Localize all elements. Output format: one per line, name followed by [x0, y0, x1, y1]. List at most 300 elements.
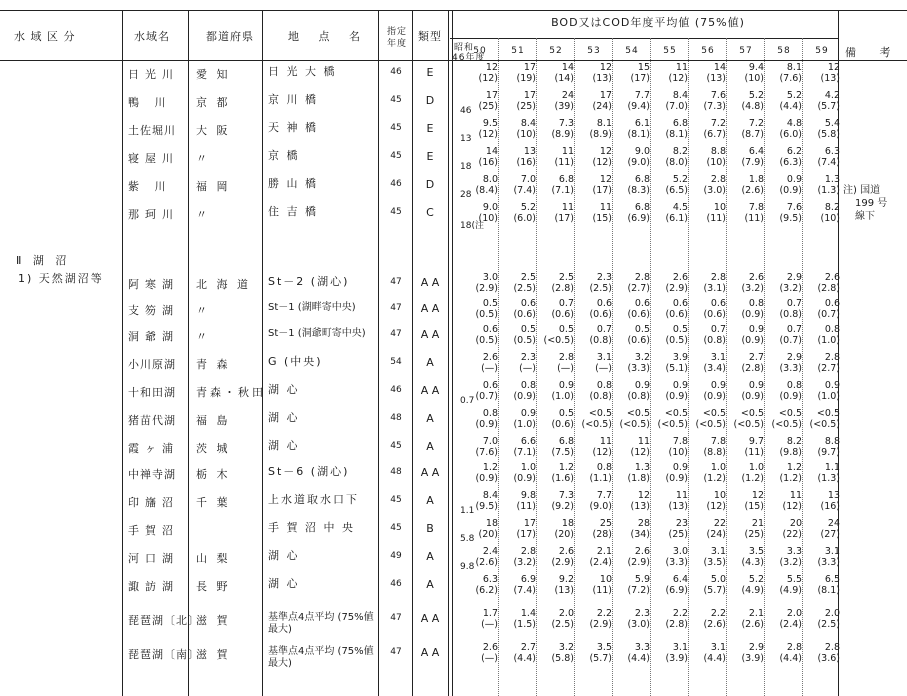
percentile-75: (10) [820, 213, 840, 224]
annual-mean: 0.9 [786, 174, 802, 185]
percentile-75: (0.5) [513, 335, 536, 346]
river-name: 寝屋川 [128, 152, 179, 165]
annual-mean: 3.0 [672, 546, 688, 557]
lake-value-52 [534, 462, 574, 484]
lake-showa46: 1.1 [460, 506, 475, 516]
header-year-57: 57 [739, 46, 753, 56]
lake-value-53 [572, 518, 612, 540]
annual-mean: 0.9 [748, 380, 764, 391]
annual-mean: 2.0 [824, 608, 840, 619]
percentile-75: (17) [554, 213, 574, 224]
percentile-75: (<0.5) [657, 419, 688, 430]
annual-mean: 2.3 [520, 352, 536, 363]
percentile-75: (0.7) [475, 391, 498, 402]
header-area: 水 域 区 分 [14, 30, 76, 43]
percentile-75: (2.6) [741, 185, 764, 196]
lake-name: 洞爺湖 [128, 330, 179, 343]
river-value-57 [724, 202, 764, 224]
percentile-75: (10) [478, 213, 498, 224]
percentile-75: (10) [668, 447, 688, 458]
percentile-75: (<0.5) [695, 419, 726, 430]
river-type: E [426, 122, 434, 135]
annual-mean: 2.1 [596, 546, 612, 557]
lake-point: 湖 心 [268, 439, 300, 452]
annual-mean: 0.8 [596, 380, 612, 391]
lake-point: G (中央) [268, 355, 323, 368]
annual-mean: 9.2 [558, 574, 574, 585]
annual-mean: 6.8 [634, 174, 650, 185]
header-year-59: 59 [815, 46, 829, 56]
lake-designation-year: 48 [390, 467, 402, 477]
header-designation-year-1: 指定 [386, 27, 407, 37]
percentile-75: (0.9) [741, 391, 764, 402]
river-value-52 [534, 118, 574, 140]
lake-value-57 [724, 490, 764, 512]
river-type: E [426, 66, 434, 79]
header-prefecture: 都道府県 [206, 30, 254, 43]
annual-mean: 2.3 [634, 608, 650, 619]
percentile-75: (7.2) [627, 585, 650, 596]
percentile-75: (0.9) [513, 391, 536, 402]
lake-value-56 [686, 298, 726, 320]
percentile-75: (0.9) [665, 391, 688, 402]
annual-mean: 21 [751, 518, 764, 529]
percentile-75: (0.6) [627, 335, 650, 346]
annual-mean: 6.5 [824, 574, 840, 585]
percentile-75: (3.2) [741, 283, 764, 294]
annual-mean: 2.6 [748, 272, 764, 283]
lake-value-57 [724, 352, 764, 374]
lake-value-54 [610, 490, 650, 512]
annual-mean: 2.9 [786, 352, 802, 363]
river-showa46: 28 [460, 190, 472, 200]
annual-mean: 8.8 [710, 146, 726, 157]
lake-value-55 [648, 546, 688, 568]
annual-mean: 6.8 [672, 118, 688, 129]
percentile-75: (—) [519, 363, 536, 374]
lake-value-55 [648, 642, 688, 664]
river-value-54 [610, 202, 650, 224]
annual-mean: 17 [485, 90, 498, 101]
annual-mean: 8.2 [824, 202, 840, 213]
annual-mean: 14 [485, 146, 498, 157]
lake-type: A [426, 578, 434, 591]
river-value-55 [648, 118, 688, 140]
lake-value-59 [800, 408, 840, 430]
lake-designation-year: 47 [390, 277, 402, 287]
river-point: 京 橋 [268, 149, 300, 162]
annual-mean: 2.6 [482, 642, 498, 653]
annual-mean: 12 [637, 490, 650, 501]
lake-value-55 [648, 518, 688, 540]
annual-mean: 17 [523, 62, 536, 73]
annual-mean: 1.1 [824, 462, 840, 473]
annual-mean: 28 [637, 518, 650, 529]
percentile-75: (6.3) [779, 157, 802, 168]
lake-value-55 [648, 352, 688, 374]
percentile-75: (0.9) [475, 473, 498, 484]
percentile-75: (0.6) [551, 309, 574, 320]
percentile-75: (22) [782, 529, 802, 540]
river-designation-year: 46 [390, 67, 402, 77]
annual-mean: 0.5 [672, 324, 688, 335]
annual-mean: 9.8 [520, 490, 536, 501]
river-value-53 [572, 174, 612, 196]
annual-mean: 0.5 [558, 324, 574, 335]
annual-mean: 2.6 [672, 272, 688, 283]
lake-value-54 [610, 436, 650, 458]
lake-name: 中禅寺湖 [128, 468, 176, 481]
percentile-75: (25) [668, 529, 688, 540]
lake-prefecture: 福 島 [196, 414, 231, 427]
percentile-75: (2.9) [665, 283, 688, 294]
lake-showa46: 0.7 [460, 396, 475, 406]
percentile-75: (3.4) [703, 363, 726, 374]
annual-mean: 3.2 [558, 642, 574, 653]
annual-mean: 2.1 [748, 608, 764, 619]
river-value-51 [496, 174, 536, 196]
river-value-59 [800, 174, 840, 196]
percentile-75: (4.3) [741, 557, 764, 568]
percentile-75: (<0.5) [809, 419, 840, 430]
lake-value-51 [496, 380, 536, 402]
percentile-75: (3.6) [817, 653, 840, 664]
lake-value-50 [458, 352, 498, 374]
percentile-75: (12) [592, 157, 612, 168]
lake-value-53 [572, 408, 612, 430]
river-designation-year: 45 [390, 151, 402, 161]
percentile-75: (16) [516, 157, 536, 168]
lake-value-56 [686, 546, 726, 568]
percentile-75: (17) [516, 529, 536, 540]
lake-value-53 [572, 462, 612, 484]
river-value-54 [610, 118, 650, 140]
percentile-75: (9.4) [627, 101, 650, 112]
lake-type: A [426, 412, 434, 425]
annual-mean: 2.8 [786, 642, 802, 653]
river-type: E [426, 150, 434, 163]
river-value-53 [572, 118, 612, 140]
annual-mean: 0.5 [520, 324, 536, 335]
annual-mean: 5.2 [748, 574, 764, 585]
annual-mean: <0.5 [588, 408, 612, 419]
annual-mean: 2.2 [710, 608, 726, 619]
header-designation-year-2: 年度 [386, 39, 407, 49]
river-value-52 [534, 90, 574, 112]
lake-prefecture: 滋 賀 [196, 614, 231, 627]
percentile-75: (20) [478, 529, 498, 540]
lake-value-50 [458, 608, 498, 630]
annual-mean: 0.5 [634, 324, 650, 335]
lake-point: 湖 心 [268, 549, 300, 562]
percentile-75: (0.6) [703, 309, 726, 320]
lake-type: A A [420, 276, 440, 289]
lake-value-57 [724, 518, 764, 540]
annual-mean: 6.4 [748, 146, 764, 157]
river-value-52 [534, 146, 574, 168]
annual-mean: 18 [561, 518, 574, 529]
percentile-75: (3.0) [703, 185, 726, 196]
annual-mean: 1.3 [824, 174, 840, 185]
percentile-75: (7.9) [741, 157, 764, 168]
percentile-75: (7.1) [513, 447, 536, 458]
river-value-56 [686, 90, 726, 112]
lake-designation-year: 47 [390, 303, 402, 313]
annual-mean: 0.8 [748, 298, 764, 309]
percentile-75: (8.1) [665, 129, 688, 140]
lake-value-51 [496, 324, 536, 346]
river-designation-year: 46 [390, 179, 402, 189]
percentile-75: (10) [744, 73, 764, 84]
lake-value-51 [496, 462, 536, 484]
lake-type: A [426, 550, 434, 563]
percentile-75: (4.4) [779, 101, 802, 112]
lake-value-59 [800, 642, 840, 664]
lake-prefecture: 北 海 道 [196, 278, 251, 291]
annual-mean: 0.6 [482, 324, 498, 335]
lake-name: 琵琶湖〔北〕 [128, 614, 200, 627]
header-bod-title: BOD又はCOD年度平均値 (75%値) [551, 16, 745, 29]
annual-mean: 14 [561, 62, 574, 73]
percentile-75: (7.3) [703, 101, 726, 112]
percentile-75: (10) [516, 129, 536, 140]
lake-value-56 [686, 436, 726, 458]
percentile-75: (—) [481, 619, 498, 630]
annual-mean: 17 [599, 90, 612, 101]
lake-value-58 [762, 298, 802, 320]
river-value-59 [800, 90, 840, 112]
lake-value-57 [724, 380, 764, 402]
lake-value-50 [458, 546, 498, 568]
annual-mean: 6.2 [786, 146, 802, 157]
percentile-75: (13) [668, 501, 688, 512]
percentile-75: (0.8) [589, 391, 612, 402]
lake-value-53 [572, 574, 612, 596]
lake-value-56 [686, 380, 726, 402]
annual-mean: 2.4 [482, 546, 498, 557]
percentile-75: (3.3) [665, 557, 688, 568]
river-value-56 [686, 174, 726, 196]
percentile-75: (0.6) [627, 309, 650, 320]
annual-mean: 0.6 [710, 298, 726, 309]
percentile-75: (1.5) [513, 619, 536, 630]
percentile-75: (12) [478, 129, 498, 140]
river-value-58 [762, 174, 802, 196]
percentile-75: (3.2) [779, 283, 802, 294]
percentile-75: (9.0) [589, 501, 612, 512]
annual-mean: <0.5 [664, 408, 688, 419]
percentile-75: (13) [592, 73, 612, 84]
percentile-75: (5.7) [703, 585, 726, 596]
annual-mean: 0.6 [672, 298, 688, 309]
percentile-75: (3.5) [703, 557, 726, 568]
percentile-75: (14) [554, 73, 574, 84]
river-value-53 [572, 202, 612, 224]
percentile-75: (2.9) [589, 619, 612, 630]
percentile-75: (<0.5) [733, 419, 764, 430]
lake-value-57 [724, 546, 764, 568]
annual-mean: 0.9 [748, 324, 764, 335]
annual-mean: 0.8 [824, 324, 840, 335]
percentile-75: (0.9) [779, 391, 802, 402]
river-value-53 [572, 90, 612, 112]
lake-value-58 [762, 490, 802, 512]
lake-value-51 [496, 436, 536, 458]
river-value-52 [534, 62, 574, 84]
lake-value-59 [800, 298, 840, 320]
lake-value-53 [572, 608, 612, 630]
lake-value-59 [800, 574, 840, 596]
percentile-75: (1.0) [551, 391, 574, 402]
river-point: 勝 山 橋 [268, 177, 318, 190]
annual-mean: <0.5 [778, 408, 802, 419]
lake-value-51 [496, 574, 536, 596]
river-value-55 [648, 90, 688, 112]
header-year-51: 51 [511, 46, 525, 56]
percentile-75: (0.6) [665, 309, 688, 320]
lake-prefecture: 茨 城 [196, 442, 231, 455]
percentile-75: (8.4) [475, 185, 498, 196]
percentile-75: (5.7) [589, 653, 612, 664]
lake-point: St－2 (湖心) [268, 275, 350, 288]
annual-mean: 2.2 [672, 608, 688, 619]
river-point: 京 川 橋 [268, 93, 318, 106]
percentile-75: (11) [706, 213, 726, 224]
percentile-75: (4.9) [779, 585, 802, 596]
percentile-75: (0.9) [741, 335, 764, 346]
lake-prefecture: 千 葉 [196, 496, 231, 509]
percentile-75: (2.8) [741, 363, 764, 374]
annual-mean: 0.7 [710, 324, 726, 335]
annual-mean: 2.6 [824, 272, 840, 283]
percentile-75: (15) [744, 501, 764, 512]
lake-value-53 [572, 642, 612, 664]
annual-mean: 6.4 [672, 574, 688, 585]
percentile-75: (0.7) [779, 335, 802, 346]
river-value-57 [724, 146, 764, 168]
percentile-75: (0.9) [741, 309, 764, 320]
annual-mean: 3.1 [672, 642, 688, 653]
river-value-58 [762, 118, 802, 140]
annual-mean: 0.8 [786, 380, 802, 391]
lake-point: St－1 (湖畔寄中央) [268, 302, 356, 313]
lake-value-55 [648, 490, 688, 512]
annual-mean: 0.8 [482, 408, 498, 419]
annual-mean: 0.9 [558, 380, 574, 391]
lake-name: 猪苗代湖 [128, 414, 176, 427]
annual-mean: 2.6 [482, 352, 498, 363]
percentile-75: (1.1) [589, 473, 612, 484]
annual-mean: 7.0 [482, 436, 498, 447]
header-year-53: 53 [587, 46, 601, 56]
lake-value-58 [762, 462, 802, 484]
percentile-75: (0.9) [779, 185, 802, 196]
lake-value-51 [496, 272, 536, 294]
percentile-75: (—) [595, 363, 612, 374]
lake-designation-year: 47 [390, 329, 402, 339]
annual-mean: 11 [637, 436, 650, 447]
percentile-75: (4.4) [703, 653, 726, 664]
annual-mean: 0.9 [710, 380, 726, 391]
annual-mean: <0.5 [816, 408, 840, 419]
annual-mean: 1.3 [634, 462, 650, 473]
lake-value-52 [534, 490, 574, 512]
annual-mean: 6.1 [634, 118, 650, 129]
annual-mean: 12 [599, 174, 612, 185]
lake-prefecture: 〃 [196, 330, 210, 343]
annual-mean: 11 [789, 490, 802, 501]
lake-type: A A [420, 646, 440, 659]
annual-mean: 7.8 [710, 436, 726, 447]
annual-mean: 2.8 [710, 272, 726, 283]
percentile-75: (16) [820, 501, 840, 512]
lake-value-54 [610, 546, 650, 568]
annual-mean: 0.6 [482, 380, 498, 391]
annual-mean: 17 [523, 518, 536, 529]
river-value-50 [458, 146, 498, 168]
lake-name: 手賀沼 [128, 524, 179, 537]
annual-mean: 2.9 [786, 272, 802, 283]
percentile-75: (8.9) [589, 129, 612, 140]
percentile-75: (2.9) [551, 557, 574, 568]
lake-name: 小川原湖 [128, 358, 176, 371]
percentile-75: (0.8) [589, 335, 612, 346]
percentile-75: (1.0) [817, 391, 840, 402]
annual-mean: 1.0 [520, 462, 536, 473]
annual-mean: 3.3 [786, 546, 802, 557]
lake-value-57 [724, 462, 764, 484]
annual-mean: 8.2 [786, 436, 802, 447]
river-value-50 [458, 174, 498, 196]
river-name: 紫 川 [128, 180, 172, 193]
percentile-75: (0.5) [475, 309, 498, 320]
lake-value-52 [534, 324, 574, 346]
lake-name: 河口湖 [128, 552, 179, 565]
lake-value-50 [458, 380, 498, 402]
lake-value-57 [724, 436, 764, 458]
annual-mean: 2.8 [824, 642, 840, 653]
lake-designation-year: 45 [390, 523, 402, 533]
lake-value-56 [686, 324, 726, 346]
lake-value-52 [534, 574, 574, 596]
lake-value-58 [762, 436, 802, 458]
annual-mean: 5.2 [520, 202, 536, 213]
percentile-75: (7.4) [513, 185, 536, 196]
percentile-75: (17) [630, 73, 650, 84]
percentile-75: (2.5) [817, 619, 840, 630]
lake-value-50 [458, 408, 498, 430]
lake-value-52 [534, 298, 574, 320]
lake-value-59 [800, 272, 840, 294]
river-value-50 [458, 202, 498, 224]
section-natural-lakes: 1) 天然湖沼等 [18, 272, 104, 285]
percentile-75: (<0.5) [543, 335, 574, 346]
annual-mean: 10 [713, 202, 726, 213]
lake-designation-year: 49 [390, 551, 402, 561]
lake-value-52 [534, 608, 574, 630]
percentile-75: (2.6) [475, 557, 498, 568]
lake-value-53 [572, 352, 612, 374]
percentile-75: (6.1) [665, 213, 688, 224]
river-designation-year: 45 [390, 123, 402, 133]
river-value-50 [458, 62, 498, 84]
annual-mean: 9.7 [748, 436, 764, 447]
percentile-75: (28) [592, 529, 612, 540]
percentile-75: (2.5) [589, 283, 612, 294]
percentile-75: (8.9) [551, 129, 574, 140]
lake-value-59 [800, 546, 840, 568]
annual-mean: 24 [827, 518, 840, 529]
